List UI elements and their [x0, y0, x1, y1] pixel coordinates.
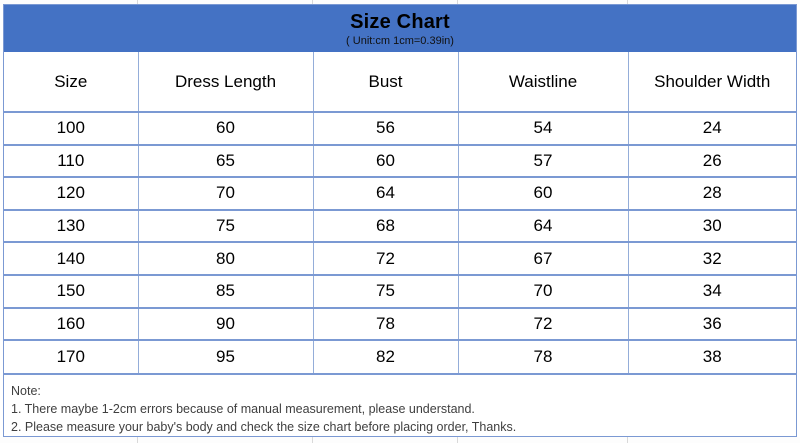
table-cell: 78	[458, 340, 628, 373]
table-cell: 65	[138, 145, 313, 178]
spreadsheet-gridline-strip-bottom	[0, 437, 800, 443]
table-cell: 110	[4, 145, 138, 178]
gridline	[137, 437, 138, 443]
table-cell: 78	[313, 308, 458, 341]
table-cell: 85	[138, 275, 313, 308]
gridline	[137, 0, 138, 4]
table-row	[4, 177, 796, 210]
column-header-row	[4, 52, 796, 112]
table-cell: 26	[628, 145, 796, 178]
size-table	[4, 52, 796, 373]
table-cell: 28	[628, 177, 796, 210]
table-cell: 56	[313, 112, 458, 145]
table-cell: 170	[4, 340, 138, 373]
gridline	[457, 0, 458, 4]
table-cell: 100	[4, 112, 138, 145]
chart-title: Size Chart	[350, 10, 450, 33]
gridline	[312, 0, 313, 4]
table-row	[4, 275, 796, 308]
table-cell: 75	[313, 275, 458, 308]
table-cell: 38	[628, 340, 796, 373]
size-chart	[3, 4, 797, 437]
notes-list	[11, 400, 786, 436]
column-header: Waistline	[458, 52, 628, 112]
table-cell: 75	[138, 210, 313, 243]
table-cell: 95	[138, 340, 313, 373]
table-cell: 64	[458, 210, 628, 243]
table-cell: 32	[628, 242, 796, 275]
table-cell: 30	[628, 210, 796, 243]
table-cell: 82	[313, 340, 458, 373]
column-header: Shoulder Width	[628, 52, 796, 112]
table-cell: 54	[458, 112, 628, 145]
table-cell: 24	[628, 112, 796, 145]
notes-label: Note:	[11, 383, 41, 398]
table-cell: 140	[4, 242, 138, 275]
spreadsheet-gridline-strip-top	[0, 0, 800, 4]
table-cell: 70	[138, 177, 313, 210]
gridline	[457, 437, 458, 443]
table-cell: 67	[458, 242, 628, 275]
table-cell: 72	[458, 308, 628, 341]
table-row	[4, 210, 796, 243]
table-cell: 60	[313, 145, 458, 178]
table-row	[4, 112, 796, 145]
table-cell: 60	[458, 177, 628, 210]
table-row	[4, 340, 796, 373]
table-cell: 70	[458, 275, 628, 308]
table-cell: 64	[313, 177, 458, 210]
column-header: Dress Length	[138, 52, 313, 112]
table-cell: 68	[313, 210, 458, 243]
table-cell: 60	[138, 112, 313, 145]
gridline	[312, 437, 313, 443]
table-cell: 57	[458, 145, 628, 178]
table-cell: 90	[138, 308, 313, 341]
notes-section	[4, 373, 796, 436]
table-cell: 72	[313, 242, 458, 275]
table-cell: 160	[4, 308, 138, 341]
table-cell: 130	[4, 210, 138, 243]
table-cell: 80	[138, 242, 313, 275]
gridline	[627, 0, 628, 4]
gridline	[627, 437, 628, 443]
size-table-body	[4, 112, 796, 373]
column-header: Size	[4, 52, 138, 112]
note-item: 2. Please measure your baby's body and check the size chart before placing order, Thanks.	[11, 419, 517, 434]
unit-note: ( Unit:cm 1cm=0.39in)	[346, 34, 454, 47]
table-row	[4, 145, 796, 178]
table-row	[4, 242, 796, 275]
table-cell: 150	[4, 275, 138, 308]
table-cell: 34	[628, 275, 796, 308]
table-cell: 36	[628, 308, 796, 341]
table-row	[4, 308, 796, 341]
column-header: Bust	[313, 52, 458, 112]
table-cell: 120	[4, 177, 138, 210]
note-item: 1. There maybe 1-2cm errors because of manual measurement, please understand.	[11, 401, 475, 416]
chart-title-bar	[4, 5, 796, 52]
